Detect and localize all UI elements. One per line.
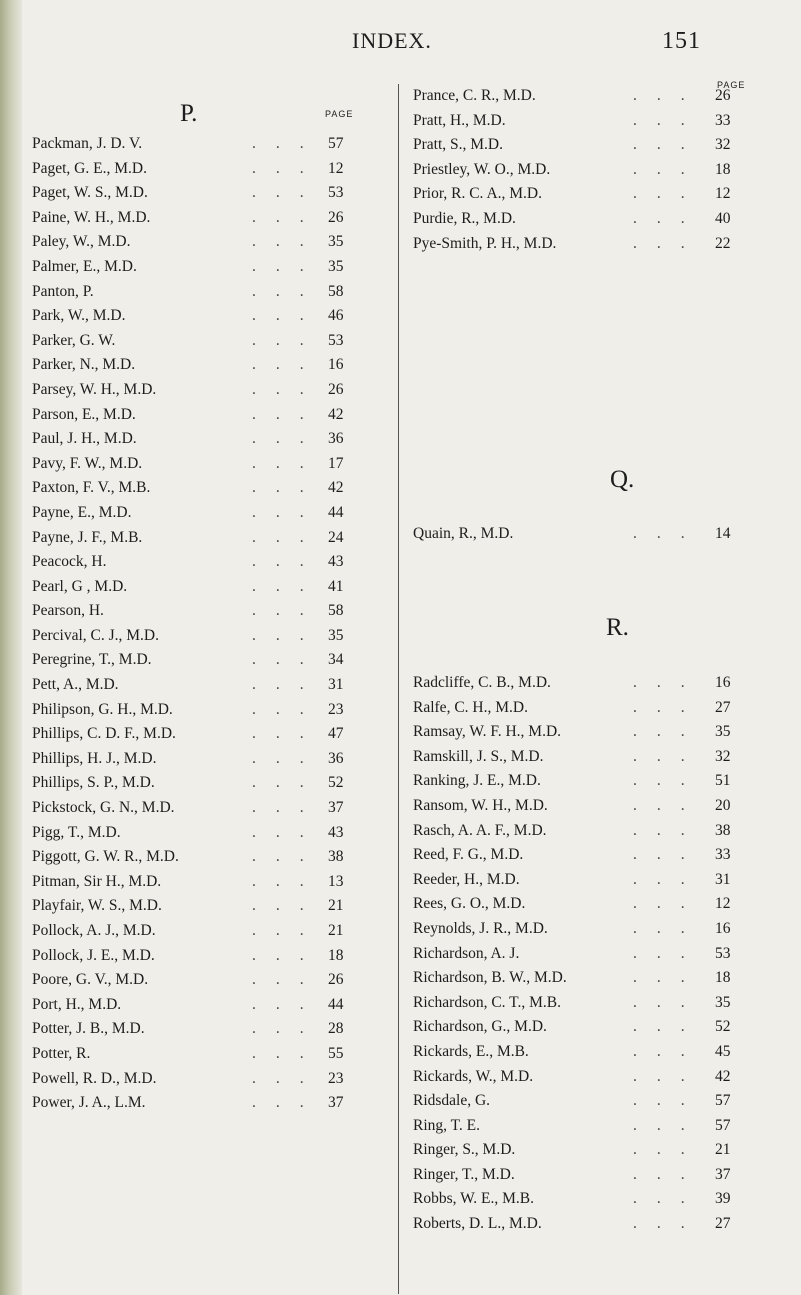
leader-dots: ... [633,1165,705,1183]
leader-dots: ... [252,208,324,226]
index-entry-name: Ramsay, W. F. H., M.D. [413,723,562,741]
leader-dots: ... [252,380,324,398]
index-entry-name: Purdie, R., M.D. [413,209,516,227]
leader-dots: ... [633,944,705,962]
index-entry-page: 51 [715,772,731,790]
index-entry [413,868,753,893]
index-entry-name: Rees, G. O., M.D. [413,895,526,913]
index-entry-name: Pett, A., M.D. [32,676,119,694]
leader-dots: ... [252,454,324,472]
index-entry [413,819,753,844]
index-entry-name: Pitman, Sir H., M.D. [32,872,162,890]
index-entry [413,892,753,917]
index-entry [32,550,372,575]
left-column-entries [32,132,372,1116]
index-entry-page: 12 [328,159,344,177]
leader-dots: ... [633,723,705,741]
leader-dots: ... [252,331,324,349]
index-entry-name: Payne, E., M.D. [32,503,132,521]
leader-dots: ... [633,1141,705,1159]
leader-dots: ... [252,159,324,177]
index-entry-page: 37 [328,1094,344,1112]
index-entry-page: 42 [328,405,344,423]
index-entry [413,109,753,134]
index-entry-page: 33 [715,846,731,864]
index-entry-name: Ransom, W. H., M.D. [413,796,548,814]
index-entry-page: 21 [328,922,344,939]
index-entry-name: Pickstock, G. N., M.D. [32,799,175,817]
index-entry-page: 13 [328,872,344,890]
leader-dots: ... [252,307,324,325]
index-entry-name: Reynolds, J. R., M.D. [413,919,548,937]
index-entry-page: 35 [328,257,344,275]
leader-dots: ... [252,602,324,620]
index-entry-page: 34 [328,651,344,669]
index-entry-page: 27 [715,698,731,716]
index-entry [413,522,753,547]
index-entry-page: 58 [328,282,344,300]
index-entry-page: 35 [328,626,344,644]
index-entry [32,771,372,796]
index-entry-page: 16 [715,919,731,937]
index-entry-page: 26 [715,87,731,104]
leader-dots: ... [252,848,324,866]
index-entry-name: Ridsdale, G. [413,1092,491,1110]
index-entry-page: 23 [328,700,344,718]
right-page-column-label: PAGE [717,80,746,90]
index-entry-name: Pye-Smith, P. H., M.D. [413,234,557,252]
index-entry-page: 53 [328,184,344,202]
index-entry-page: 37 [715,1165,731,1183]
leader-dots: ... [252,651,324,669]
index-entry-page: 32 [715,747,731,765]
index-entry [32,452,372,477]
leader-dots: ... [252,872,324,890]
leader-dots: ... [633,993,705,1011]
leader-dots: ... [252,749,324,767]
index-entry [413,1015,753,1040]
index-entry-name: Pearl, G , M.D. [32,577,128,595]
index-entry-name: Richardson, B. W., M.D. [413,969,567,987]
index-entry-page: 21 [715,1141,731,1159]
right-column-r-entries [413,671,753,1237]
index-entry-page: 46 [328,307,344,325]
leader-dots: ... [633,1092,705,1110]
index-entry-name: Paul, J. H., M.D. [32,430,137,448]
leader-dots: ... [252,897,324,915]
index-entry-name: Richardson, G., M.D. [413,1018,547,1036]
index-entry-page: 31 [715,870,731,888]
index-entry-page: 35 [715,993,731,1011]
index-entry-name: Ringer, S., M.D. [413,1141,516,1159]
index-entry-name: Paley, W., M.D. [32,233,131,251]
leader-dots: ... [252,233,324,251]
leader-dots: ... [252,799,324,817]
index-entry [32,599,372,624]
index-entry [32,378,372,403]
index-entry-name: Peregrine, T., M.D. [32,651,152,669]
index-entry-page: 53 [715,944,731,962]
index-entry [32,747,372,772]
leader-dots: ... [252,1020,324,1038]
leader-dots: ... [633,1116,705,1134]
index-entry [32,132,372,157]
index-entry [32,427,372,452]
index-entry [32,821,372,846]
index-entry [413,1040,753,1065]
leader-dots: ... [252,577,324,595]
index-entry [413,1212,753,1237]
section-letter-p: P. [180,100,198,127]
leader-dots: ... [252,503,324,521]
index-entry-page: 52 [328,774,344,792]
index-entry-name: Robbs, W. E., M.B. [413,1190,535,1208]
index-entry-name: Pollock, A. J., M.D. [32,922,156,939]
leader-dots: ... [252,356,324,374]
index-entry [32,403,372,428]
index-entry-page: 47 [328,725,344,743]
index-entry [413,769,753,794]
index-entry-name: Pratt, S., M.D. [413,136,503,154]
index-entry-page: 33 [715,111,731,129]
index-entry [413,1138,753,1163]
index-entry-page: 12 [715,895,731,913]
index-entry [413,1163,753,1188]
leader-dots: ... [633,846,705,864]
leader-dots: ... [633,185,705,203]
index-entry-name: Pigg, T., M.D. [32,823,121,841]
index-entry [32,1091,372,1116]
index-entry-name: Packman, J. D. V. [32,135,143,152]
index-entry-page: 44 [328,995,344,1013]
index-entry-name: Poore, G. V., M.D. [32,971,149,989]
leader-dots: ... [633,674,705,691]
index-entry [32,181,372,206]
right-column-q-entries [413,522,753,547]
index-entry-page: 35 [715,723,731,741]
leader-dots: ... [633,747,705,765]
index-entry-page: 21 [328,897,344,915]
index-entry [32,280,372,305]
index-entry-page: 52 [715,1018,731,1036]
leader-dots: ... [252,528,324,546]
leader-dots: ... [252,1069,324,1087]
index-entry-page: 53 [328,331,344,349]
right-column-p-entries [413,84,753,256]
index-entry [32,206,372,231]
section-letter-r: R. [606,614,629,641]
index-entry-name: Palmer, E., M.D. [32,257,137,275]
index-entry-name: Pollock, J. E., M.D. [32,946,155,964]
index-entry-page: 57 [715,1116,731,1134]
leader-dots: ... [633,1215,705,1233]
index-entry-page: 35 [328,233,344,251]
index-entry-name: Paxton, F. V., M.B. [32,479,151,497]
index-entry [32,993,372,1018]
index-entry [32,919,372,944]
leader-dots: ... [252,725,324,743]
leader-dots: ... [252,946,324,964]
index-entry [413,207,753,232]
index-entry [32,968,372,993]
leader-dots: ... [252,405,324,423]
index-entry-name: Paget, G. E., M.D. [32,159,147,177]
leader-dots: ... [633,209,705,227]
index-entry-name: Ralfe, C. H., M.D. [413,698,528,716]
leader-dots: ... [633,87,705,104]
index-entry-name: Richardson, C. T., M.B. [413,993,561,1011]
leader-dots: ... [252,676,324,694]
index-entry [32,526,372,551]
index-entry-page: 55 [328,1044,344,1062]
index-entry [413,966,753,991]
index-entry-name: Prior, R. C. A., M.D. [413,185,542,203]
index-entry [32,673,372,698]
index-entry-name: Panton, P. [32,282,94,300]
index-entry-page: 18 [715,969,731,987]
index-entry [413,232,753,257]
index-entry [413,84,753,109]
index-entry [413,1114,753,1139]
index-entry-page: 17 [328,454,344,472]
index-entry-name: Ranking, J. E., M.D. [413,772,541,790]
leader-dots: ... [252,1094,324,1112]
leader-dots: ... [633,160,705,178]
index-entry-name: Priestley, W. O., M.D. [413,160,551,178]
index-entry [32,796,372,821]
leader-dots: ... [252,774,324,792]
index-entry-name: Parker, N., M.D. [32,356,136,374]
index-entry-page: 40 [715,209,731,227]
leader-dots: ... [633,895,705,913]
index-entry-name: Richardson, A. J. [413,944,520,962]
index-entry [32,329,372,354]
index-entry [413,942,753,967]
index-entry [32,157,372,182]
index-entry [32,944,372,969]
leader-dots: ... [252,922,324,939]
index-entry [32,1017,372,1042]
section-letter-q: Q. [610,466,635,493]
index-entry-page: 42 [715,1067,731,1085]
index-entry [413,843,753,868]
leader-dots: ... [252,479,324,497]
index-entry [413,671,753,696]
index-entry-page: 26 [328,380,344,398]
index-entry [32,304,372,329]
leader-dots: ... [633,698,705,716]
index-entry-name: Phillips, S. P., M.D. [32,774,155,792]
index-entry-name: Phillips, C. D. F., M.D. [32,725,176,743]
index-entry-name: Ring, T. E. [413,1116,481,1134]
index-entry-page: 26 [328,208,344,226]
index-entry-name: Parsey, W. H., M.D. [32,380,157,398]
leader-dots: ... [252,184,324,202]
index-entry [413,1187,753,1212]
leader-dots: ... [633,525,705,542]
index-entry-page: 20 [715,796,731,814]
index-entry-name: Paget, W. S., M.D. [32,184,148,202]
index-entry-page: 16 [328,356,344,374]
leader-dots: ... [633,796,705,814]
leader-dots: ... [252,823,324,841]
index-entry-page: 22 [715,234,731,252]
index-entry-name: Rasch, A. A. F., M.D. [413,821,547,839]
index-entry-name: Quain, R., M.D. [413,525,514,542]
index-entry [413,133,753,158]
index-entry-name: Reed, F. G., M.D. [413,846,524,864]
index-entry-name: Playfair, W. S., M.D. [32,897,162,915]
index-entry-name: Parker, G. W. [32,331,116,349]
index-entry [32,1042,372,1067]
index-entry [32,501,372,526]
index-entry-name: Phillips, H. J., M.D. [32,749,157,767]
index-entry-page: 18 [328,946,344,964]
leader-dots: ... [252,430,324,448]
leader-dots: ... [252,553,324,571]
index-entry-name: Park, W., M.D. [32,307,126,325]
index-entry-page: 38 [328,848,344,866]
index-entry-page: 24 [328,528,344,546]
index-entry-page: 42 [328,479,344,497]
index-entry [413,696,753,721]
leader-dots: ... [633,111,705,129]
index-entry-name: Potter, J. B., M.D. [32,1020,145,1038]
index-entry-page: 38 [715,821,731,839]
leader-dots: ... [252,135,324,152]
leader-dots: ... [252,995,324,1013]
leader-dots: ... [633,870,705,888]
index-entry-name: Powell, R. D., M.D. [32,1069,157,1087]
index-entry [32,353,372,378]
index-entry-name: Radcliffe, C. B., M.D. [413,674,551,691]
index-entry-name: Power, J. A., L.M. [32,1094,146,1112]
index-entry-name: Reeder, H., M.D. [413,870,520,888]
left-page-column-label: PAGE [325,109,354,119]
index-entry-name: Ramskill, J. S., M.D. [413,747,544,765]
index-entry-name: Prance, C. R., M.D. [413,87,536,104]
index-entry-page: 23 [328,1069,344,1087]
index-entry [32,476,372,501]
index-entry-page: 14 [715,525,731,542]
index-entry-page: 39 [715,1190,731,1208]
index-entry-page: 31 [328,676,344,694]
index-entry [32,648,372,673]
index-entry [413,917,753,942]
index-entry [413,182,753,207]
index-entry [413,158,753,183]
index-entry [32,870,372,895]
index-entry-name: Piggott, G. W. R., M.D. [32,848,179,866]
index-entry-name: Paine, W. H., M.D. [32,208,151,226]
leader-dots: ... [633,969,705,987]
leader-dots: ... [633,919,705,937]
index-entry-name: Rickards, E., M.B. [413,1042,529,1060]
leader-dots: ... [252,257,324,275]
leader-dots: ... [633,1042,705,1060]
index-entry [32,894,372,919]
index-entry [32,845,372,870]
leader-dots: ... [252,282,324,300]
index-entry-name: Pearson, H. [32,602,104,620]
index-entry-page: 36 [328,749,344,767]
index-entry-page: 45 [715,1042,731,1060]
leader-dots: ... [633,136,705,154]
leader-dots: ... [633,1018,705,1036]
index-entry [32,722,372,747]
index-entry [32,624,372,649]
index-entry-page: 43 [328,823,344,841]
leader-dots: ... [252,700,324,718]
leader-dots: ... [633,1190,705,1208]
index-entry-page: 28 [328,1020,344,1038]
index-entry [413,794,753,819]
leader-dots: ... [252,971,324,989]
index-entry-name: Potter, R. [32,1044,91,1062]
index-entry-name: Pavy, F. W., M.D. [32,454,143,472]
index-entry-page: 32 [715,136,731,154]
index-entry-page: 18 [715,160,731,178]
index-entry [413,1065,753,1090]
page-edge-shadow [0,0,22,1295]
running-head-title: INDEX. [352,28,432,53]
index-entry-name: Rickards, W., M.D. [413,1067,534,1085]
index-entry [32,698,372,723]
leader-dots: ... [252,626,324,644]
index-entry-page: 57 [328,135,344,152]
index-entry-page: 41 [328,577,344,595]
index-entry-page: 36 [328,430,344,448]
leader-dots: ... [633,1067,705,1085]
index-entry-name: Parson, E., M.D. [32,405,136,423]
index-entry-page: 37 [328,799,344,817]
running-head-page-number: 151 [662,28,701,54]
index-entry-name: Pratt, H., M.D. [413,111,506,129]
column-divider [398,84,399,1294]
index-entry [413,1089,753,1114]
index-entry-name: Philipson, G. H., M.D. [32,700,173,718]
leader-dots: ... [633,772,705,790]
leader-dots: ... [252,1044,324,1062]
index-entry-name: Roberts, D. L., M.D. [413,1215,542,1233]
leader-dots: ... [633,234,705,252]
index-entry-name: Port, H., M.D. [32,995,122,1013]
index-entry-page: 58 [328,602,344,620]
index-entry-page: 44 [328,503,344,521]
index-entry [32,575,372,600]
index-entry [413,720,753,745]
index-entry-page: 43 [328,553,344,571]
index-entry-name: Ringer, T., M.D. [413,1165,515,1183]
index-entry [413,745,753,770]
index-entry [32,1067,372,1092]
leader-dots: ... [633,821,705,839]
index-entry [32,230,372,255]
index-entry [413,991,753,1016]
index-entry-name: Peacock, H. [32,553,107,571]
index-entry-page: 57 [715,1092,731,1110]
index-entry-page: 27 [715,1215,731,1233]
index-entry-name: Payne, J. F., M.B. [32,528,143,546]
index-entry-page: 12 [715,185,731,203]
index-entry [32,255,372,280]
index-entry-name: Percival, C. J., M.D. [32,626,160,644]
index-entry-page: 16 [715,674,731,691]
index-entry-page: 26 [328,971,344,989]
